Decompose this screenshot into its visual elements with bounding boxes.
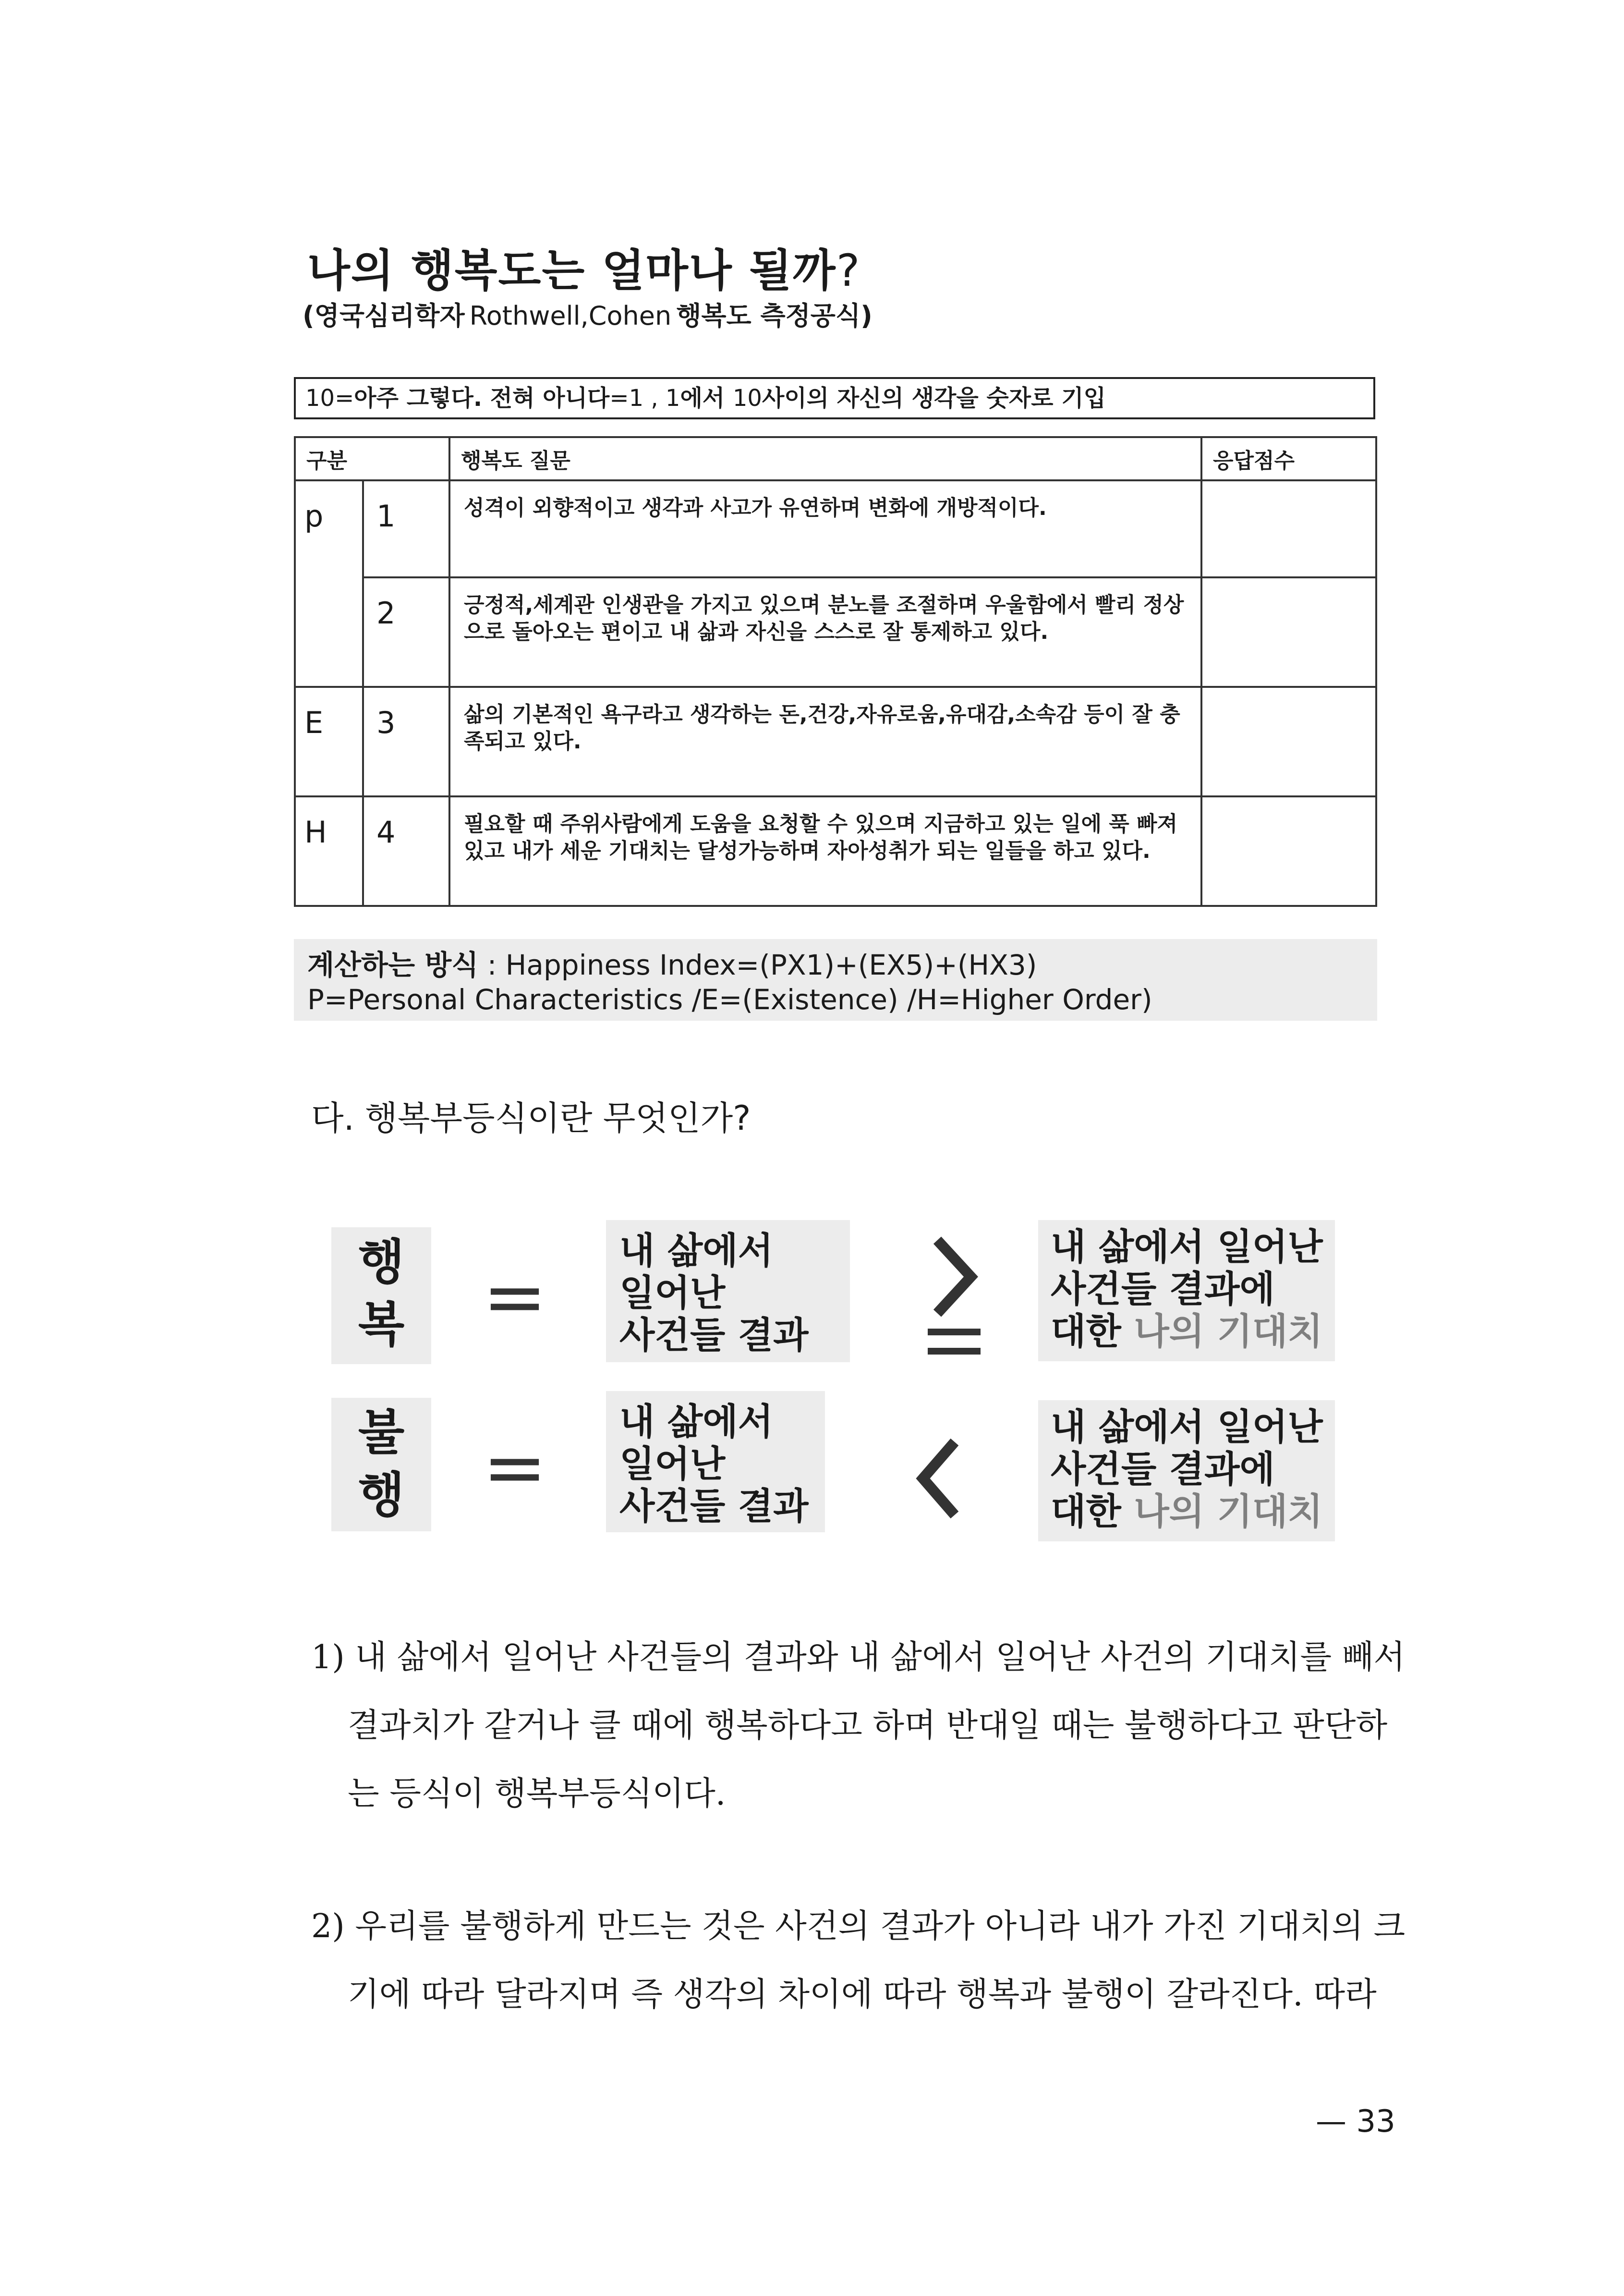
subtitle-open: (영국심리학자 [303,301,465,331]
score-cell[interactable] [1201,577,1376,687]
subtitle-authors: Rothwell,Cohen [469,301,672,331]
happy-word-box: 행 복 [331,1227,431,1364]
row-category: E [295,687,363,796]
paragraph-2: 2) 우리를 불행하게 만드는 것은 사건의 결과가 아니라 내가 가진 기대치의 크 기에 따라 달라지며 즉 생각의 차이에 따라 행복과 불행이 갈라진다. 따라 [311,1907,1406,2014]
row-number: 3 [363,687,449,796]
less-than-icon [912,1436,965,1523]
row-category: H [295,796,363,906]
table-row [295,577,1376,687]
subtitle-close: 행복도 측정공식) [676,301,873,331]
paragraph-1: 1) 내 삶에서 일어난 사건들의 결과와 내 삶에서 일어난 사건의 기대치를 빼서 결과치가 같거나 클 때에 행복하다고 하며 반대일 때는 불행하다고 판단하 는 등식이 행복부등식이다. [311,1638,1406,1813]
unhappy-word-box: 불 행 [331,1398,431,1531]
section-heading: 다. 행복부등식이란 무엇인가? [311,1099,751,1138]
page-title: 나의 행복도는 얼마나 될까? [307,245,861,296]
calculation-method-box [294,939,1377,1021]
calc-legend: P=Personal Characteristics /E=(Existence) /H=Higher Order) [307,983,1152,1016]
score-cell[interactable] [1201,480,1376,577]
unhappy-events-box: 내 삶에서 일어난 사건들 결과 [606,1391,825,1532]
row-category: p [295,480,363,687]
table-row [295,687,1376,796]
happy-events-box: 내 삶에서 일어난 사건들 결과 [606,1220,850,1362]
calc-formula: : Happiness Index=(PX1)+(EX5)+(HX3) [478,949,1037,981]
row-question: 성격이 외향적이고 생각과 사고가 유연하며 변화에 개방적이다. [449,480,1201,577]
happy-expectation-box: 내 삶에서 일어난 사건들 결과에 대한 나의 기대치 [1038,1220,1335,1361]
instruction-box: 10=아주 그렇다. 전혀 아니다=1 , 1에서 10사이의 자신의 생각을 숫자로 기입 [294,377,1375,419]
table-row [295,796,1376,906]
row-number: 2 [363,577,449,687]
happy-equals-sign: = [483,1252,547,1342]
header-question: 행복도 질문 [449,437,1201,480]
table-row [295,480,1376,577]
row-number: 4 [363,796,449,906]
header-category: 구분 [295,437,449,480]
greater-equal-icon [923,1234,985,1364]
score-cell[interactable] [1201,687,1376,796]
row-question: 긍정적,세계관 인생관을 가지고 있으며 분노를 조절하며 우울함에서 빨리 정상으로 돌아오는 편이고 내 삶과 자신을 스스로 잘 통제하고 있다. [449,577,1201,687]
table-header-row [295,437,1376,480]
page-number: — 33 [1316,2104,1395,2139]
row-question: 필요할 때 주위사람에게 도움을 요청할 수 있으며 지금하고 있는 일에 푹 빠져있고 내가 세운 기대치는 달성가능하며 자아성취가 되는 일들을 하고 있다. [449,796,1201,906]
row-question: 삶의 기본적인 욕구라고 생각하는 돈,건강,자유로움,유대감,소속감 등이 잘 충족되고 있다. [449,687,1201,796]
unhappy-expectation-box: 내 삶에서 일어난 사건들 결과에 대한 나의 기대치 [1038,1400,1335,1541]
page-subtitle [303,295,873,332]
calc-label: 계산하는 방식 [307,949,479,981]
unhappy-equals-sign: = [483,1422,547,1512]
row-number: 1 [363,480,449,577]
happiness-survey-table [294,436,1377,907]
header-score: 응답점수 [1201,437,1376,480]
score-cell[interactable] [1201,796,1376,906]
